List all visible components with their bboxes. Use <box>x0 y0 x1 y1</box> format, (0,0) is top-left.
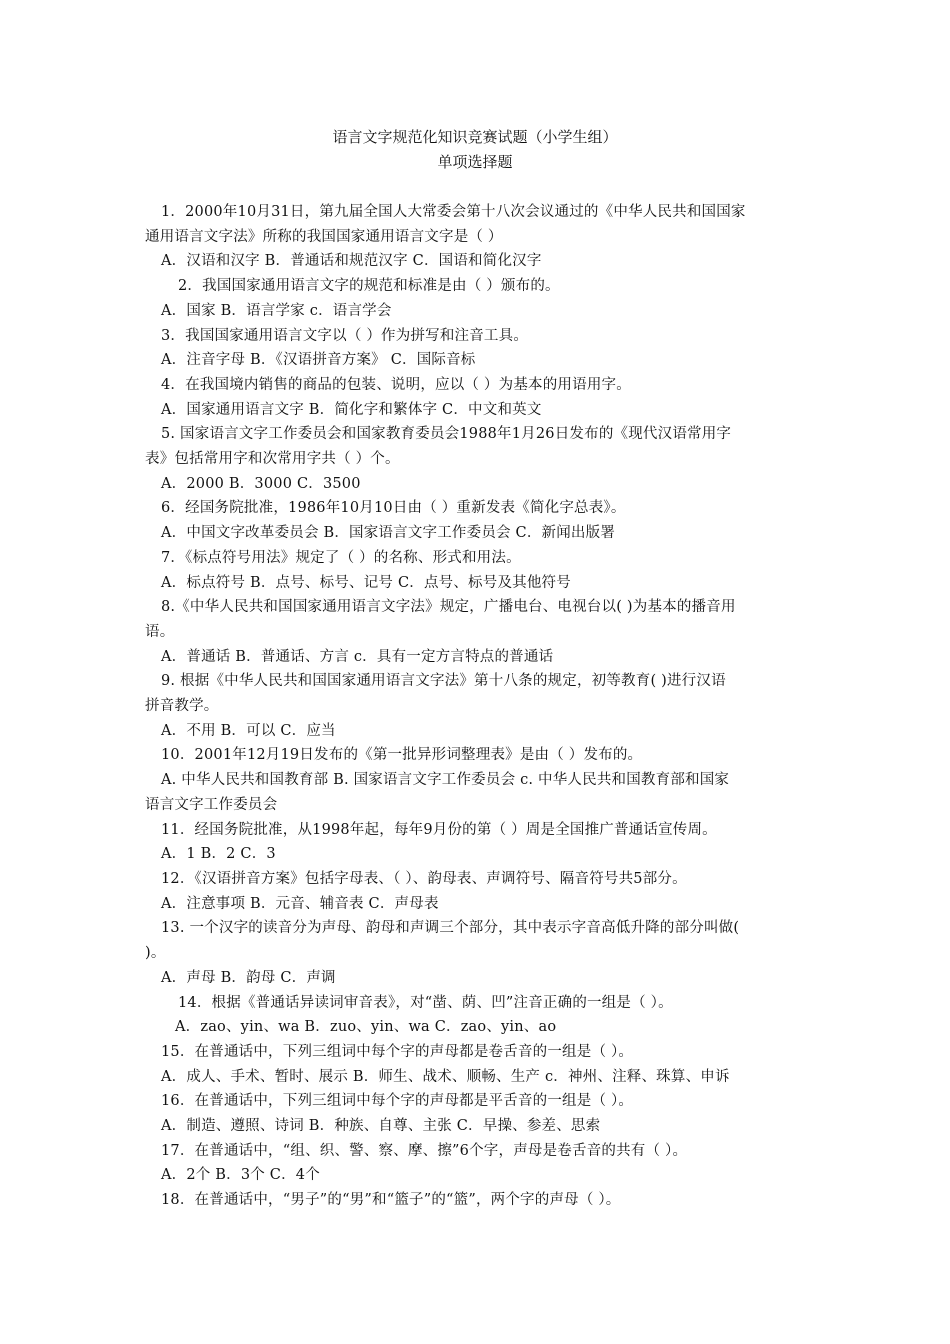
options-line: A．中国文字改革委员会 B．国家语言文字工作委员会 C．新闻出版署 <box>161 525 616 542</box>
question-line: 10．2001年12月19日发布的《第一批异形词整理表》是由（ ）发布的。 <box>161 747 643 764</box>
question-line: 9. 根据《中华人民共和国国家通用语言文字法》第十八条的规定，初等教育( )进行汉语 <box>161 673 726 690</box>
question-line: 17．在普通话中，“组、织、警、察、摩、擦”6个字，声母是卷舌音的共有（ ）。 <box>161 1142 688 1159</box>
question-line: 15．在普通话中，下列三组词中每个字的声母都是卷舌音的一组是（ ）。 <box>161 1043 634 1060</box>
options-line: A．标点符号 B．点号、标号、记号 C．点号、标号及其他符号 <box>161 574 571 591</box>
options-line: A．不用 B．可以 C．应当 <box>161 722 336 739</box>
question-line: 2．我国国家通用语言文字的规范和标准是由（ ）颁布的。 <box>178 278 560 295</box>
options-line: A．汉语和汉字 B．普通话和规范汉字 C．国语和简化汉字 <box>161 253 542 270</box>
question-line: )。 <box>145 945 166 962</box>
options-line: A．国家 B．语言学家 c．语言学会 <box>161 302 392 319</box>
options-line: A．zao、yin、wa B．zuo、yin、wa C．zao、yin、ao <box>175 1019 557 1036</box>
options-line: A．1 B．2 C．3 <box>161 846 276 863</box>
question-list <box>145 200 813 1213</box>
options-line: A．制造、遵照、诗词 B．种族、自尊、主张 C．早操、参差、思索 <box>161 1118 601 1135</box>
question-line: 7．《标点符号用法》规定了（ ）的名称、形式和用法。 <box>161 549 521 566</box>
options-line: A．声母 B．韵母 C．声调 <box>161 969 336 986</box>
options-line: A．2个 B．3个 C．4个 <box>161 1167 320 1184</box>
options-line: A．国家通用语言文字 B．简化字和繁体字 C．中文和英文 <box>161 401 542 418</box>
question-line: 12．《汉语拼音方案》包括字母表、（ ）、韵母表、声调符号、隔音符号共5部分。 <box>161 870 687 887</box>
options-line: A. 中华人民共和国教育部 B. 国家语言文字工作委员会 c. 中华人民共和国教育部和国家 <box>161 772 730 789</box>
question-line: 16．在普通话中，下列三组词中每个字的声母都是平舌音的一组是（ ）。 <box>161 1093 634 1110</box>
options-line: A．注音字母 B．《汉语拼音方案》 C．国际音标 <box>161 352 476 369</box>
question-line: 8.《中华人民共和国国家通用语言文字法》规定，广播电台、电视台以( )为基本的播音用 <box>161 599 736 616</box>
question-line: 5. 国家语言文字工作委员会和国家教育委员会1988年1月26日发布的《现代汉语常用字 <box>161 426 732 443</box>
options-line: A．普通话 B．普通话、方言 c．具有一定方言特点的普通话 <box>161 648 554 665</box>
question-line: 1．2000年10月31日，第九届全国人大常委会第十八次会议通过的《中华人民共和国国家 <box>161 204 746 220</box>
question-line: 表》包括常用字和次常用字共（ ）个。 <box>145 451 400 468</box>
question-line: 通用语言文字法》所称的我国国家通用语言文字是（ ） <box>145 228 503 245</box>
question-line: 13. 一个汉字的读音分为声母、韵母和声调三个部分，其中表示字音高低升降的部分叫做( <box>161 920 740 937</box>
question-line: 4．在我国境内销售的商品的包装、说明，应以（ ）为基本的用语用字。 <box>161 376 631 393</box>
options-line: A．注意事项 B．元音、辅音表 C．声母表 <box>161 895 439 912</box>
question-line: 拼音教学。 <box>145 698 219 715</box>
question-line: 3．我国国家通用语言文字以（ ）作为拼写和注音工具。 <box>161 327 529 344</box>
question-line: 6．经国务院批准，1986年10月10日由（ ）重新发表《简化字总表》。 <box>161 500 626 517</box>
question-line: 18．在普通话中，“男子”的“男”和“篮子”的“篮”，两个字的声母（ ）。 <box>161 1192 621 1209</box>
section-heading: 单项选择题 <box>437 153 513 171</box>
options-line: 语言文字工作委员会 <box>145 796 278 813</box>
options-line: A．2000 B．3000 C．3500 <box>161 475 361 492</box>
question-line: 语。 <box>145 623 175 640</box>
question-line: 14．根据《普通话异读词审音表》，对“凿、荫、凹”注音正确的一组是（ ）。 <box>178 994 673 1011</box>
options-line: A．成人、手术、暂时、展示 B．师生、战术、顺畅、生产 c．神州、注释、珠算、申诉 <box>161 1068 730 1085</box>
document-title: 语言文字规范化知识竞赛试题（小学生组） <box>332 128 618 146</box>
question-line: 11．经国务院批准，从1998年起，每年9月份的第（ ）周是全国推广普通话宣传周。 <box>161 821 717 838</box>
